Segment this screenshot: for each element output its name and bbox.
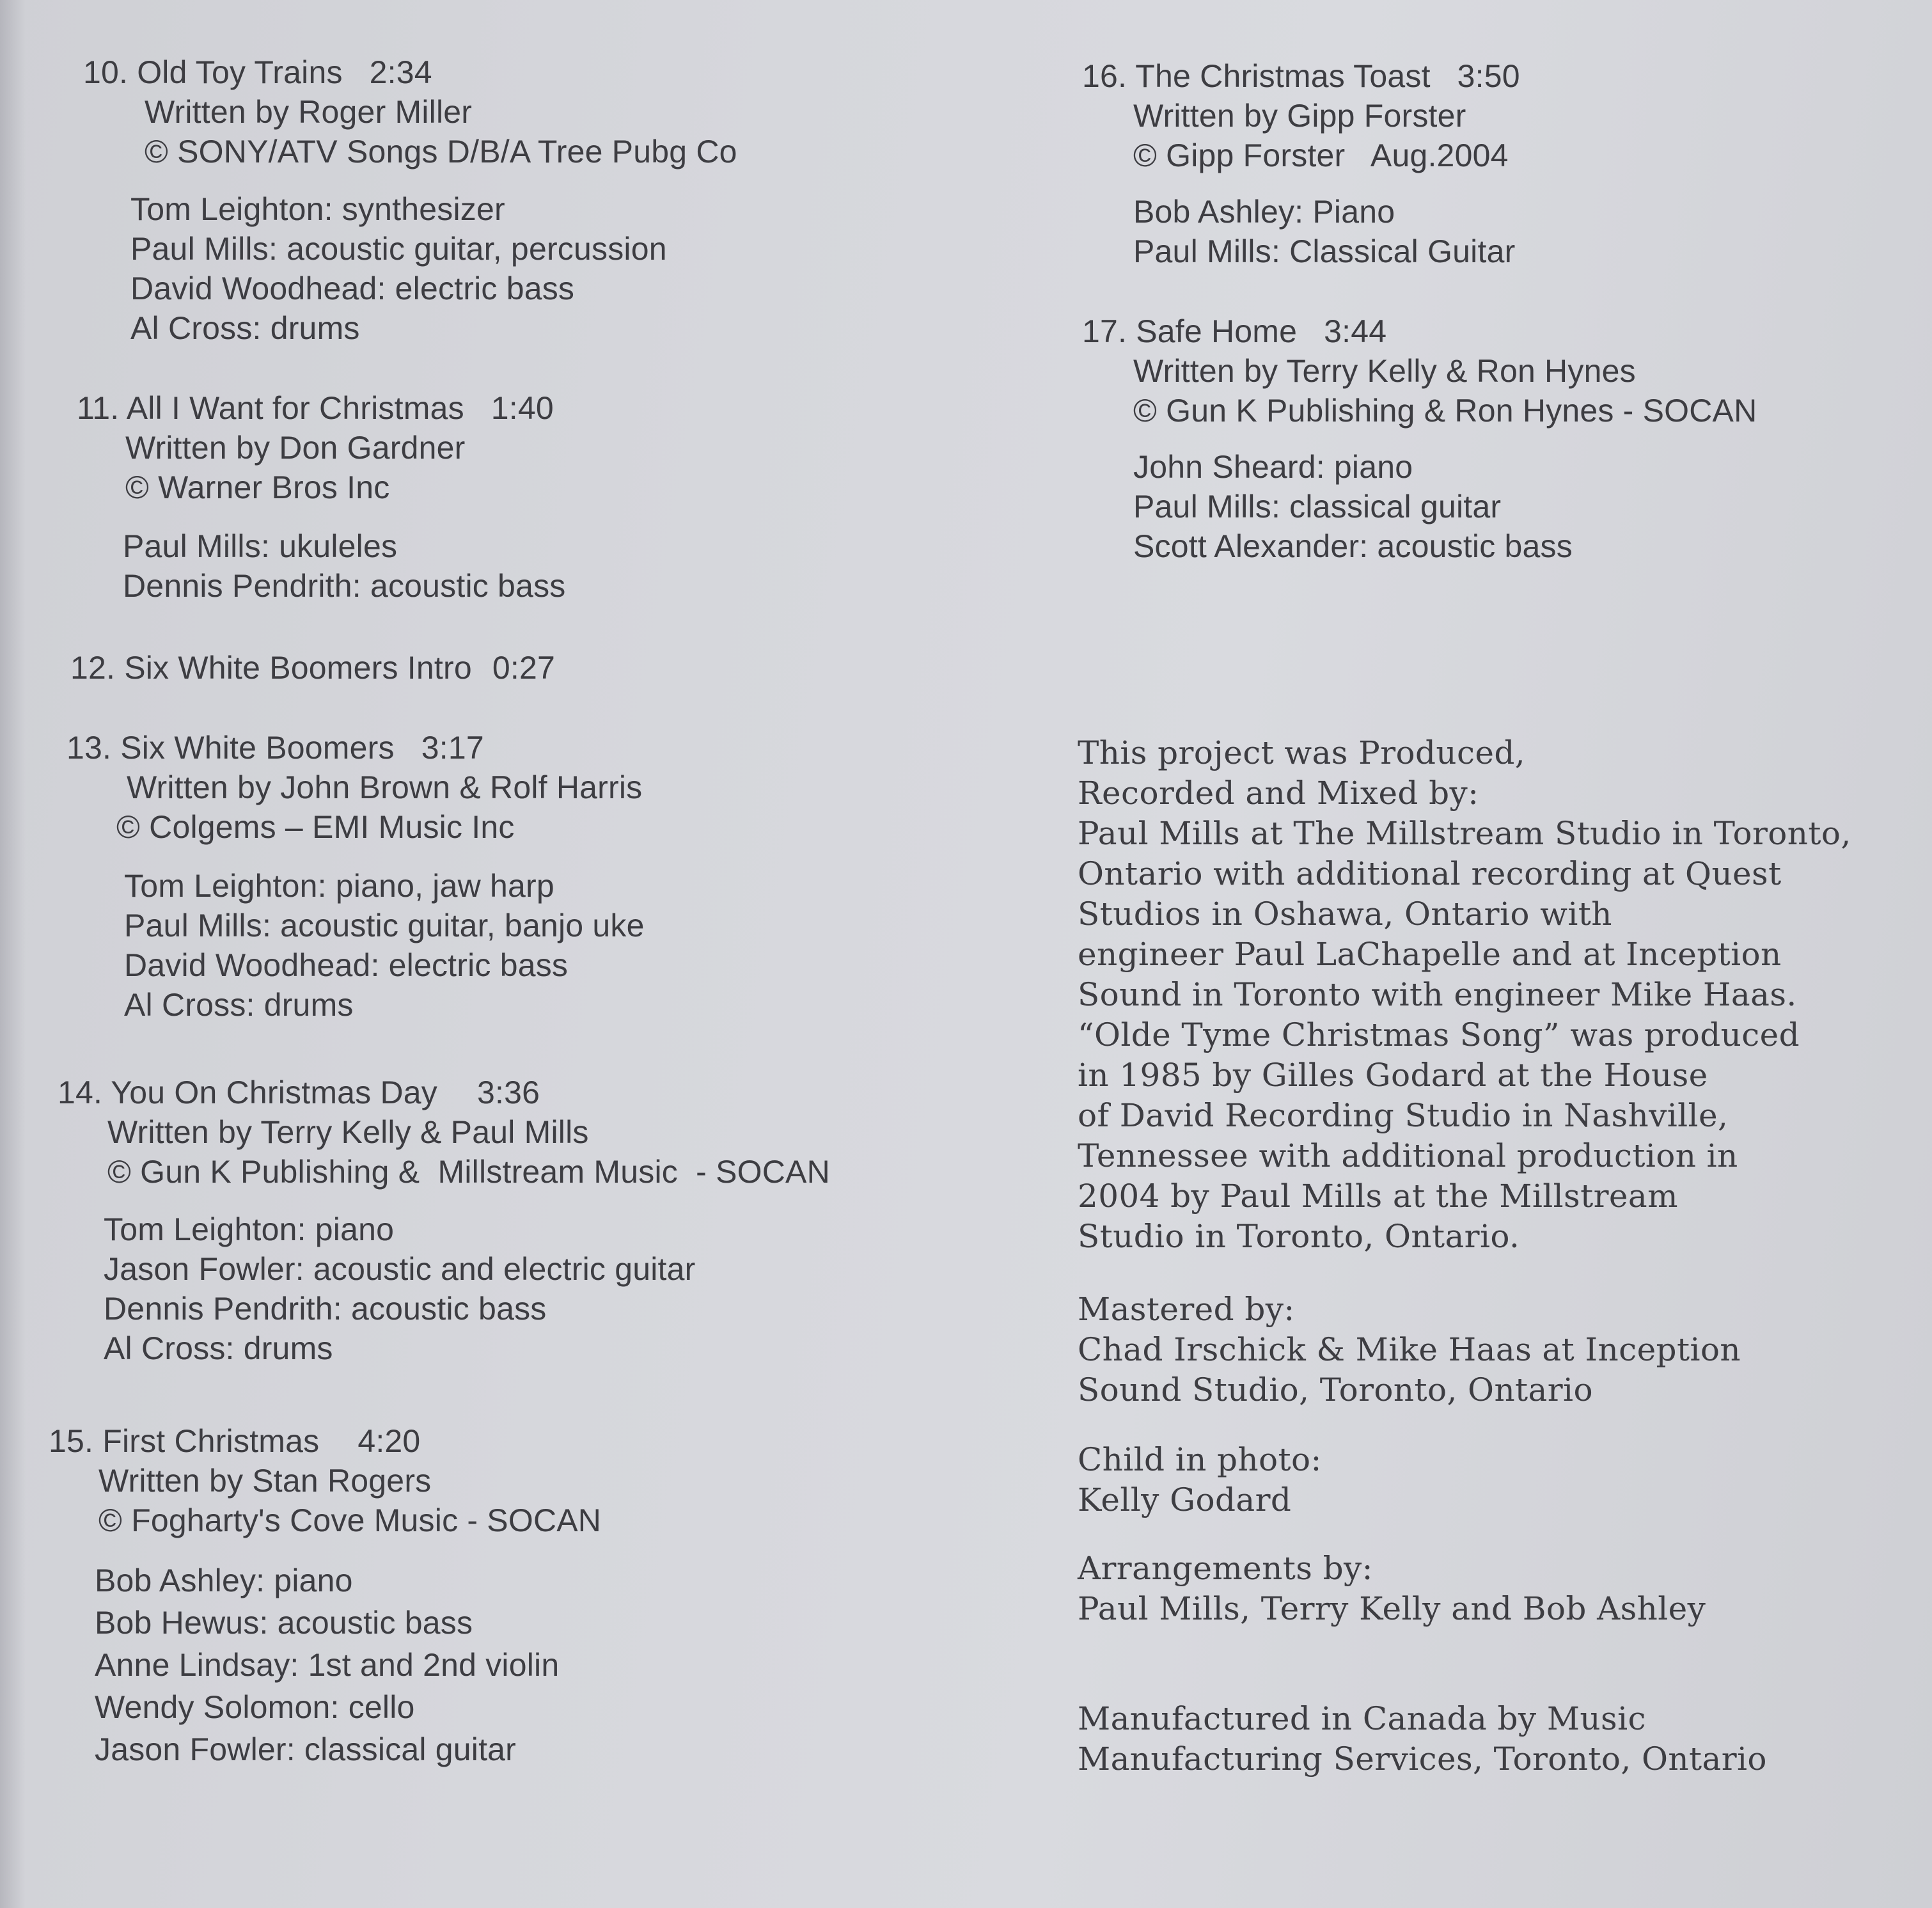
track-time: 3:17 <box>421 730 484 766</box>
track-musicians <box>58 1210 830 1368</box>
track-time: 2:34 <box>369 54 432 90</box>
track-copyright: © Colgems – EMI Music Inc <box>116 809 515 845</box>
track-16 <box>1082 56 1520 271</box>
track-copyright: © Gipp Forster Aug.2004 <box>1133 138 1509 173</box>
track-11 <box>77 388 565 606</box>
track-title: 13. Six White Boomers <box>67 730 395 766</box>
photo-credits <box>1078 1440 1909 1520</box>
musician-credit: Paul Mills: acoustic guitar, percussion <box>130 231 667 267</box>
track-copyright: © Gun K Publishing & Ron Hynes - SOCAN <box>1133 393 1757 429</box>
musician-credit: Al Cross: drums <box>130 310 360 346</box>
musician-credit: Bob Ashley: piano <box>95 1563 353 1598</box>
track-title: 11. All I Want for Christmas <box>77 390 464 426</box>
manufactured-text: Manufacturing Services, Toronto, Ontario <box>1078 1740 1767 1778</box>
track-time: 3:36 <box>477 1075 540 1110</box>
production-heading: This project was Produced, <box>1078 734 1526 771</box>
musician-credit: David Woodhead: electric bass <box>124 947 569 983</box>
track-12 <box>70 648 555 688</box>
production-text: Studio in Toronto, Ontario. <box>1078 1218 1520 1255</box>
musician-credit: Wendy Solomon: cello <box>95 1689 415 1725</box>
track-musicians <box>1082 192 1520 271</box>
musician-credit: Bob Hewus: acoustic bass <box>95 1605 473 1641</box>
manufacturing-credits <box>1078 1699 1909 1779</box>
track-title: 12. Six White Boomers Intro <box>70 650 472 686</box>
musician-credit: Dennis Pendrith: acoustic bass <box>123 568 566 604</box>
track-copyright: © Gun K Publishing & Millstream Music - SOCAN <box>107 1154 830 1190</box>
musician-credit: Paul Mills: classical guitar <box>1133 489 1502 524</box>
arrangement-credits <box>1078 1549 1909 1629</box>
mastered-text: Sound Studio, Toronto, Ontario <box>1078 1371 1593 1408</box>
musician-credit: Tom Leighton: synthesizer <box>130 191 505 227</box>
track-17 <box>1082 311 1757 566</box>
musician-credit: Paul Mills: ukuleles <box>123 528 398 564</box>
track-title: 15. First Christmas <box>49 1423 320 1459</box>
production-text: engineer Paul LaChapelle and at Inception <box>1078 936 1782 973</box>
track-time: 0:27 <box>492 650 555 686</box>
musician-credit: Paul Mills: acoustic guitar, banjo uke <box>124 908 645 943</box>
page-edge-shadow <box>0 0 26 1908</box>
track-musicians <box>77 526 565 606</box>
mastered-heading: Mastered by: <box>1078 1291 1295 1328</box>
track-time: 3:50 <box>1457 58 1520 94</box>
musician-credit: John Sheard: piano <box>1133 449 1413 485</box>
child-heading: Child in photo: <box>1078 1441 1322 1478</box>
production-text: Tennessee with additional production in <box>1078 1137 1738 1174</box>
production-text: of David Recording Studio in Nashville, <box>1078 1097 1729 1134</box>
track-title: 14. You On Christmas Day <box>58 1075 437 1110</box>
track-time: 1:40 <box>491 390 554 426</box>
production-text: 2004 by Paul Mills at the Millstream <box>1078 1178 1678 1215</box>
track-musicians <box>83 189 737 348</box>
track-13 <box>67 728 645 1025</box>
production-text: Ontario with additional recording at Quest <box>1078 855 1782 892</box>
track-copyright: © Fogharty's Cove Music - SOCAN <box>98 1502 602 1538</box>
track-title: 17. Safe Home <box>1082 313 1298 349</box>
track-time: 4:20 <box>357 1423 421 1459</box>
musician-credit: David Woodhead: electric bass <box>130 271 575 306</box>
musician-credit: Scott Alexander: acoustic bass <box>1133 528 1573 564</box>
track-14 <box>58 1073 830 1368</box>
track-musicians <box>1082 447 1757 566</box>
musician-credit: Anne Lindsay: 1st and 2nd violin <box>95 1647 560 1683</box>
track-15 <box>49 1421 601 1770</box>
child-text: Kelly Godard <box>1078 1481 1292 1518</box>
mastering-credits <box>1078 1289 1909 1410</box>
track-time: 3:44 <box>1324 313 1387 349</box>
musician-credit: Jason Fowler: acoustic and electric guitar <box>104 1251 696 1287</box>
track-writer: Written by Stan Rogers <box>98 1463 432 1499</box>
musician-credit: Tom Leighton: piano, jaw harp <box>124 868 554 904</box>
track-writer: Written by Roger Miller <box>145 94 473 130</box>
manufactured-text: Manufactured in Canada by Music <box>1078 1700 1646 1737</box>
track-writer: Written by Gipp Forster <box>1133 98 1466 134</box>
track-writer: Written by Terry Kelly & Ron Hynes <box>1133 353 1636 389</box>
track-10 <box>83 52 737 348</box>
production-heading: Recorded and Mixed by: <box>1078 775 1479 812</box>
production-text: Paul Mills at The Millstream Studio in Toronto, <box>1078 815 1851 852</box>
track-title: 10. Old Toy Trains <box>83 54 343 90</box>
track-writer: Written by John Brown & Rolf Harris <box>127 769 643 805</box>
arrangements-heading: Arrangements by: <box>1078 1550 1373 1587</box>
track-copyright: © SONY/ATV Songs D/B/A Tree Pubg Co <box>145 134 737 170</box>
production-text: Sound in Toronto with engineer Mike Haas. <box>1078 976 1797 1013</box>
musician-credit: Paul Mills: Classical Guitar <box>1133 233 1516 269</box>
track-musicians <box>67 866 645 1025</box>
musician-credit: Al Cross: drums <box>104 1330 333 1366</box>
track-title: 16. The Christmas Toast <box>1082 58 1431 94</box>
musician-credit: Dennis Pendrith: acoustic bass <box>104 1291 547 1327</box>
mastered-text: Chad Irschick & Mike Haas at Inception <box>1078 1331 1741 1368</box>
musician-credit: Al Cross: drums <box>124 987 354 1023</box>
musician-credit: Bob Ashley: Piano <box>1133 194 1395 230</box>
track-copyright: © Warner Bros Inc <box>125 469 390 505</box>
production-text: in 1985 by Gilles Godard at the House <box>1078 1057 1708 1094</box>
production-text: Studios in Oshawa, Ontario with <box>1078 895 1612 933</box>
musician-credit: Jason Fowler: classical guitar <box>95 1731 517 1767</box>
track-writer: Written by Don Gardner <box>125 430 466 466</box>
production-credits <box>1078 733 1909 1257</box>
arrangements-text: Paul Mills, Terry Kelly and Bob Ashley <box>1078 1590 1706 1627</box>
musician-credit: Tom Leighton: piano <box>104 1211 395 1247</box>
track-musicians <box>49 1559 601 1770</box>
track-writer: Written by Terry Kelly & Paul Mills <box>107 1114 589 1150</box>
production-text: “Olde Tyme Christmas Song” was produced <box>1078 1016 1800 1053</box>
